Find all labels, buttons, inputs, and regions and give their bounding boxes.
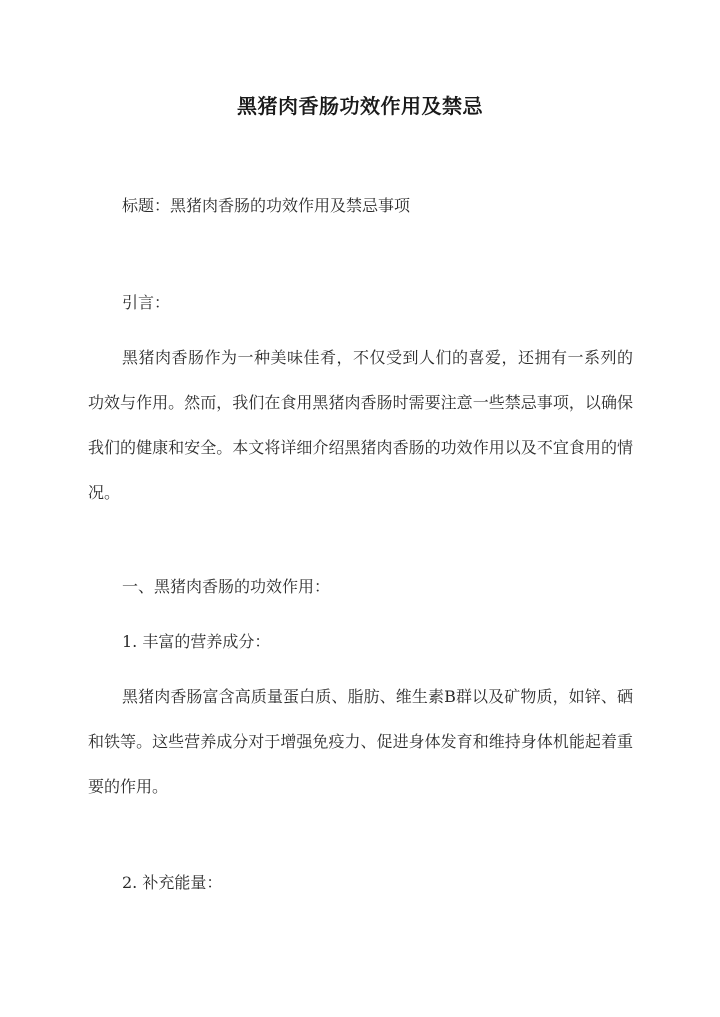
intro-paragraph: 黑猪肉香肠作为一种美味佳肴，不仅受到人们的喜爱，还拥有一系列的功效与作用。然而，我们在食用黑猪肉香肠时需要注意一些禁忌事项，以确保我们的健康和安全。本文将详细介绍黑猪肉香肠的功效作用以及不宜食用的情况。 <box>88 348 633 502</box>
item-1-heading: 1. 丰富的营养成分： <box>122 632 271 651</box>
item-2-heading: 2. 补充能量： <box>122 873 223 892</box>
subtitle-line: 标题：黑猪肉香肠的功效作用及禁忌事项 <box>122 196 411 215</box>
item-1-paragraph: 黑猪肉香肠富含高质量蛋白质、脂肪、维生素B群以及矿物质，如锌、硒和铁等。这些营养成分对于增强免疫力、促进身体发育和维持身体机能起着重要的作用。 <box>88 687 633 796</box>
section-1-heading: 一、黑猪肉香肠的功效作用： <box>122 577 331 596</box>
intro-heading: 引言： <box>122 293 171 312</box>
document-title: 黑猪肉香肠功效作用及禁忌 <box>237 94 483 118</box>
